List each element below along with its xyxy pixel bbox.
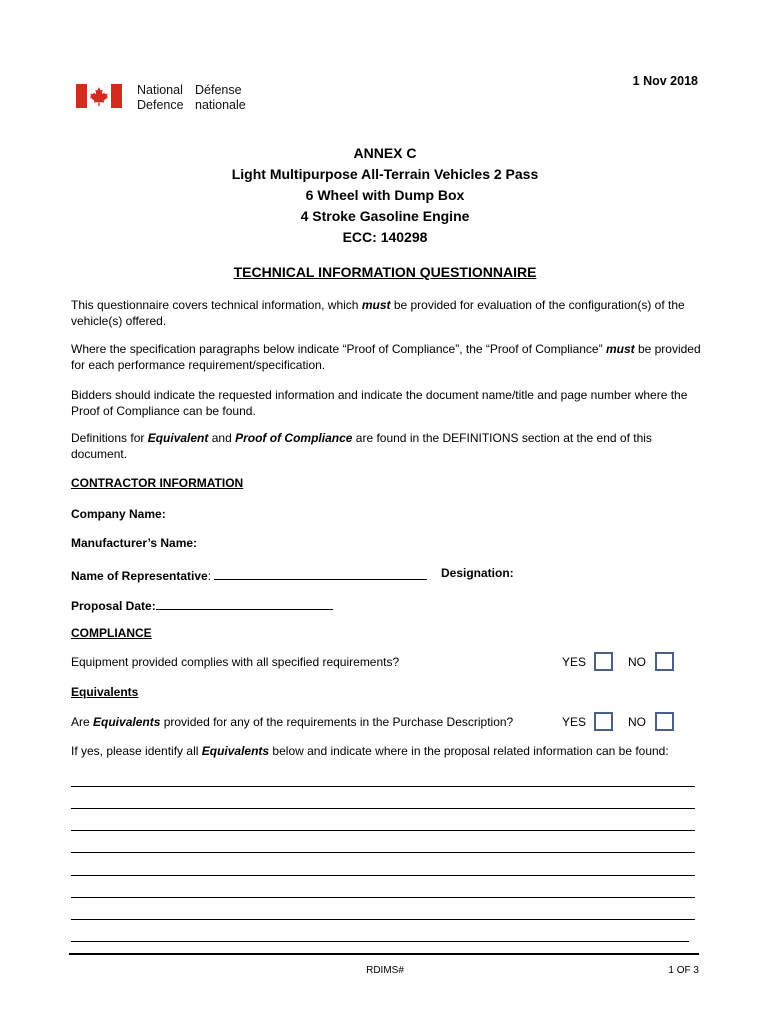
answer-line[interactable] (71, 852, 695, 853)
wordmark-en-line1: National (137, 83, 183, 97)
vehicle-subtitle-engine: 4 Stroke Gasoline Engine (300, 208, 470, 224)
answer-line[interactable] (71, 808, 695, 809)
representative-row: Name of Representative: (71, 566, 427, 584)
ecc-number: ECC: 140298 (342, 229, 428, 245)
intro-paragraph-1: This questionnaire covers technical information, which must be provided for evaluation of the configuration(s) of the vehicle(s) offered. (71, 298, 685, 328)
canada-flag-logo (76, 84, 122, 108)
compliance-yes-checkbox[interactable] (594, 652, 613, 671)
page-number: 1 OF 3 (668, 965, 699, 976)
intro-paragraph-4: Definitions for Equivalent and Proof of Compliance are found in the DEFINITIONS section at the end of this document. (71, 431, 652, 461)
equivalents-heading: Equivalents (71, 685, 139, 699)
equivalents-yes-checkbox[interactable] (594, 712, 613, 731)
questionnaire-heading: TECHNICAL INFORMATION QUESTIONNAIRE (233, 264, 537, 280)
title-block (0, 143, 770, 248)
manufacturer-name-label: Manufacturer’s Name: (71, 536, 198, 550)
wordmark-en-line2: Defence (137, 98, 184, 112)
annex-title: ANNEX C (353, 145, 417, 161)
emphasis-must: must (361, 298, 391, 312)
designation-label: Designation: (441, 566, 514, 580)
proposal-date-label: Proposal Date: (71, 599, 156, 613)
emphasis-equivalents: Equivalents (93, 715, 161, 729)
wordmark-fr-line1: Défense (195, 83, 242, 97)
compliance-no-label: NO (628, 655, 646, 669)
answer-line[interactable] (71, 830, 695, 831)
emphasis-equivalent: Equivalent (147, 431, 209, 445)
emphasis-must: must (605, 342, 635, 356)
answer-line[interactable] (71, 919, 695, 920)
equivalents-no-checkbox[interactable] (655, 712, 674, 731)
company-name-label: Company Name: (71, 507, 166, 521)
footer-rule (69, 953, 699, 955)
document-date: 1 Nov 2018 (632, 74, 698, 88)
intro-paragraph-2: Where the specification paragraphs below indicate “Proof of Compliance”, the “Proof of Compliance” must be provided for each performance requirement/specification. (71, 342, 701, 372)
vehicle-title: Light Multipurpose All-Terrain Vehicles 2 Pass (231, 166, 539, 182)
answer-line[interactable] (71, 941, 689, 942)
intro-paragraph-3: Bidders should indicate the requested information and indicate the document name/title and page number where the Proof of Compliance can be found. (71, 388, 688, 418)
answer-line[interactable] (71, 786, 695, 787)
answer-line[interactable] (71, 875, 695, 876)
compliance-heading: COMPLIANCE (71, 626, 152, 640)
contractor-heading: CONTRACTOR INFORMATION (71, 476, 244, 490)
wordmark-en (137, 83, 184, 113)
equivalents-no-label: NO (628, 715, 646, 729)
proposal-date-row (71, 596, 333, 614)
equivalents-instructions: If yes, please identify all Equivalents below and indicate where in the proposal related information can be found: (71, 744, 669, 758)
compliance-question: Equipment provided complies with all specified requirements? (71, 655, 400, 669)
wordmark-fr (195, 83, 246, 113)
rdims-label: RDIMS# (366, 965, 404, 976)
representative-field[interactable] (214, 566, 427, 580)
representative-label: Name of Representative (71, 569, 208, 583)
proposal-date-field[interactable] (156, 596, 333, 610)
compliance-yes-label: YES (562, 655, 587, 669)
answer-line[interactable] (71, 897, 695, 898)
emphasis-equivalents: Equivalents (201, 744, 270, 758)
vehicle-subtitle-wheels: 6 Wheel with Dump Box (305, 187, 465, 203)
equivalents-question: Are Equivalents provided for any of the requirements in the Purchase Description? (71, 715, 514, 729)
wordmark-fr-line2: nationale (195, 98, 246, 112)
emphasis-proof-of-compliance: Proof of Compliance (235, 431, 353, 445)
compliance-no-checkbox[interactable] (655, 652, 674, 671)
equivalents-yes-label: YES (562, 715, 587, 729)
